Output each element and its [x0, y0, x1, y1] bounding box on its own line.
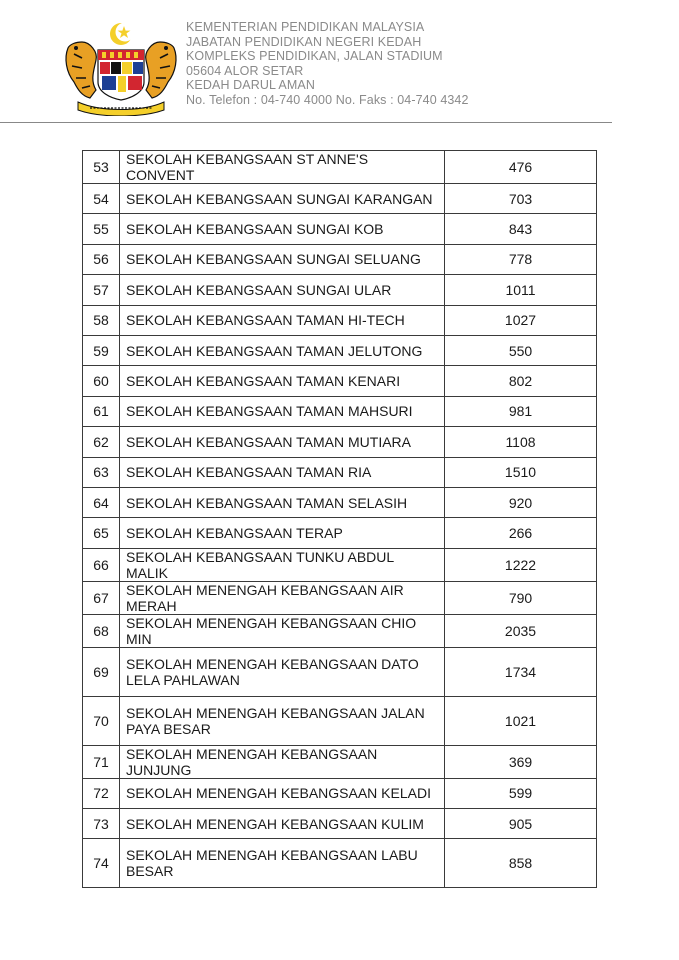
school-name: SEKOLAH KEBANGSAAN SUNGAI SELUANG: [120, 244, 445, 274]
row-number: 59: [83, 335, 120, 365]
row-number: 65: [83, 518, 120, 548]
table-row: [83, 335, 597, 365]
school-enrollment-table: [82, 150, 597, 888]
school-name: SEKOLAH MENENGAH KEBANGSAAN CHIO MIN: [120, 614, 445, 647]
school-name: SEKOLAH MENENGAH KEBANGSAAN JALAN PAYA BESAR: [120, 696, 445, 745]
school-name: SEKOLAH KEBANGSAAN TAMAN MUTIARA: [120, 427, 445, 457]
student-count: 843: [445, 214, 597, 244]
table-row: [83, 457, 597, 487]
school-name: SEKOLAH KEBANGSAAN SUNGAI KARANGAN: [120, 184, 445, 214]
school-name: SEKOLAH KEBANGSAAN SUNGAI ULAR: [120, 275, 445, 305]
student-count: 1027: [445, 305, 597, 335]
table-row: [83, 548, 597, 581]
row-number: 53: [83, 151, 120, 184]
row-number: 66: [83, 548, 120, 581]
school-name: SEKOLAH KEBANGSAAN TAMAN JELUTONG: [120, 335, 445, 365]
school-name: SEKOLAH KEBANGSAAN TAMAN HI-TECH: [120, 305, 445, 335]
department-name: JABATAN PENDIDIKAN NEGERI KEDAH: [186, 34, 422, 49]
address-line-3: KEDAH DARUL AMAN: [186, 78, 315, 93]
address-line-2: 05604 ALOR SETAR: [186, 63, 304, 78]
student-count: 1011: [445, 275, 597, 305]
student-count: 1021: [445, 696, 597, 745]
contact-line: No. Telefon : 04-740 4000 No. Faks : 04-740 4342: [186, 92, 469, 107]
student-count: 920: [445, 487, 597, 517]
table-row: [83, 366, 597, 396]
row-number: 55: [83, 214, 120, 244]
malaysia-coat-of-arms-icon: [60, 20, 182, 116]
table-row: [83, 778, 597, 808]
letterhead: [186, 20, 469, 108]
table-row: [83, 427, 597, 457]
row-number: 72: [83, 778, 120, 808]
school-name: SEKOLAH MENENGAH KEBANGSAAN JUNJUNG: [120, 745, 445, 778]
table-row: [83, 214, 597, 244]
school-name: SEKOLAH MENENGAH KEBANGSAAN LABU BESAR: [120, 839, 445, 888]
row-number: 63: [83, 457, 120, 487]
row-number: 71: [83, 745, 120, 778]
row-number: 56: [83, 244, 120, 274]
student-count: 1734: [445, 647, 597, 696]
student-count: 905: [445, 809, 597, 839]
table-row: [83, 581, 597, 614]
table-row: [83, 151, 597, 184]
table-row: [83, 614, 597, 647]
address-line-1: KOMPLEKS PENDIDIKAN, JALAN STADIUM: [186, 49, 443, 64]
student-count: 2035: [445, 614, 597, 647]
table-row: [83, 745, 597, 778]
table-row: [83, 305, 597, 335]
school-name: SEKOLAH KEBANGSAAN TAMAN RIA: [120, 457, 445, 487]
school-name: SEKOLAH KEBANGSAAN TAMAN MAHSURI: [120, 396, 445, 426]
row-number: 58: [83, 305, 120, 335]
row-number: 70: [83, 696, 120, 745]
student-count: 1222: [445, 548, 597, 581]
table-row: [83, 396, 597, 426]
student-count: 1510: [445, 457, 597, 487]
row-number: 61: [83, 396, 120, 426]
table-row: [83, 275, 597, 305]
table-row: [83, 518, 597, 548]
school-name: SEKOLAH MENENGAH KEBANGSAAN KULIM: [120, 809, 445, 839]
row-number: 57: [83, 275, 120, 305]
student-count: 981: [445, 396, 597, 426]
row-number: 64: [83, 487, 120, 517]
table-row: [83, 184, 597, 214]
student-count: 550: [445, 335, 597, 365]
row-number: 62: [83, 427, 120, 457]
row-number: 68: [83, 614, 120, 647]
table-row: [83, 487, 597, 517]
school-name: SEKOLAH MENENGAH KEBANGSAAN AIR MERAH: [120, 581, 445, 614]
school-name: SEKOLAH MENENGAH KEBANGSAAN KELADI: [120, 778, 445, 808]
row-number: 69: [83, 647, 120, 696]
student-count: 599: [445, 778, 597, 808]
ministry-name: KEMENTERIAN PENDIDIKAN MALAYSIA: [186, 20, 425, 34]
student-count: 266: [445, 518, 597, 548]
row-number: 60: [83, 366, 120, 396]
table-row: [83, 696, 597, 745]
student-count: 790: [445, 581, 597, 614]
school-name: SEKOLAH KEBANGSAAN TUNKU ABDUL MALIK: [120, 548, 445, 581]
student-count: 369: [445, 745, 597, 778]
table-row: [83, 809, 597, 839]
table-row: [83, 244, 597, 274]
student-count: 802: [445, 366, 597, 396]
table-row: [83, 839, 597, 888]
row-number: 67: [83, 581, 120, 614]
school-name: SEKOLAH KEBANGSAAN TAMAN SELASIH: [120, 487, 445, 517]
student-count: 778: [445, 244, 597, 274]
table-row: [83, 647, 597, 696]
student-count: 1108: [445, 427, 597, 457]
school-name: SEKOLAH KEBANGSAAN SUNGAI KOB: [120, 214, 445, 244]
header-divider: [0, 122, 612, 123]
school-name: SEKOLAH KEBANGSAAN TAMAN KENARI: [120, 366, 445, 396]
row-number: 74: [83, 839, 120, 888]
row-number: 73: [83, 809, 120, 839]
row-number: 54: [83, 184, 120, 214]
student-count: 858: [445, 839, 597, 888]
student-count: 703: [445, 184, 597, 214]
school-name: SEKOLAH KEBANGSAAN TERAP: [120, 518, 445, 548]
student-count: 476: [445, 151, 597, 184]
school-name: SEKOLAH KEBANGSAAN ST ANNE'S CONVENT: [120, 151, 445, 184]
school-name: SEKOLAH MENENGAH KEBANGSAAN DATO LELA PAHLAWAN: [120, 647, 445, 696]
